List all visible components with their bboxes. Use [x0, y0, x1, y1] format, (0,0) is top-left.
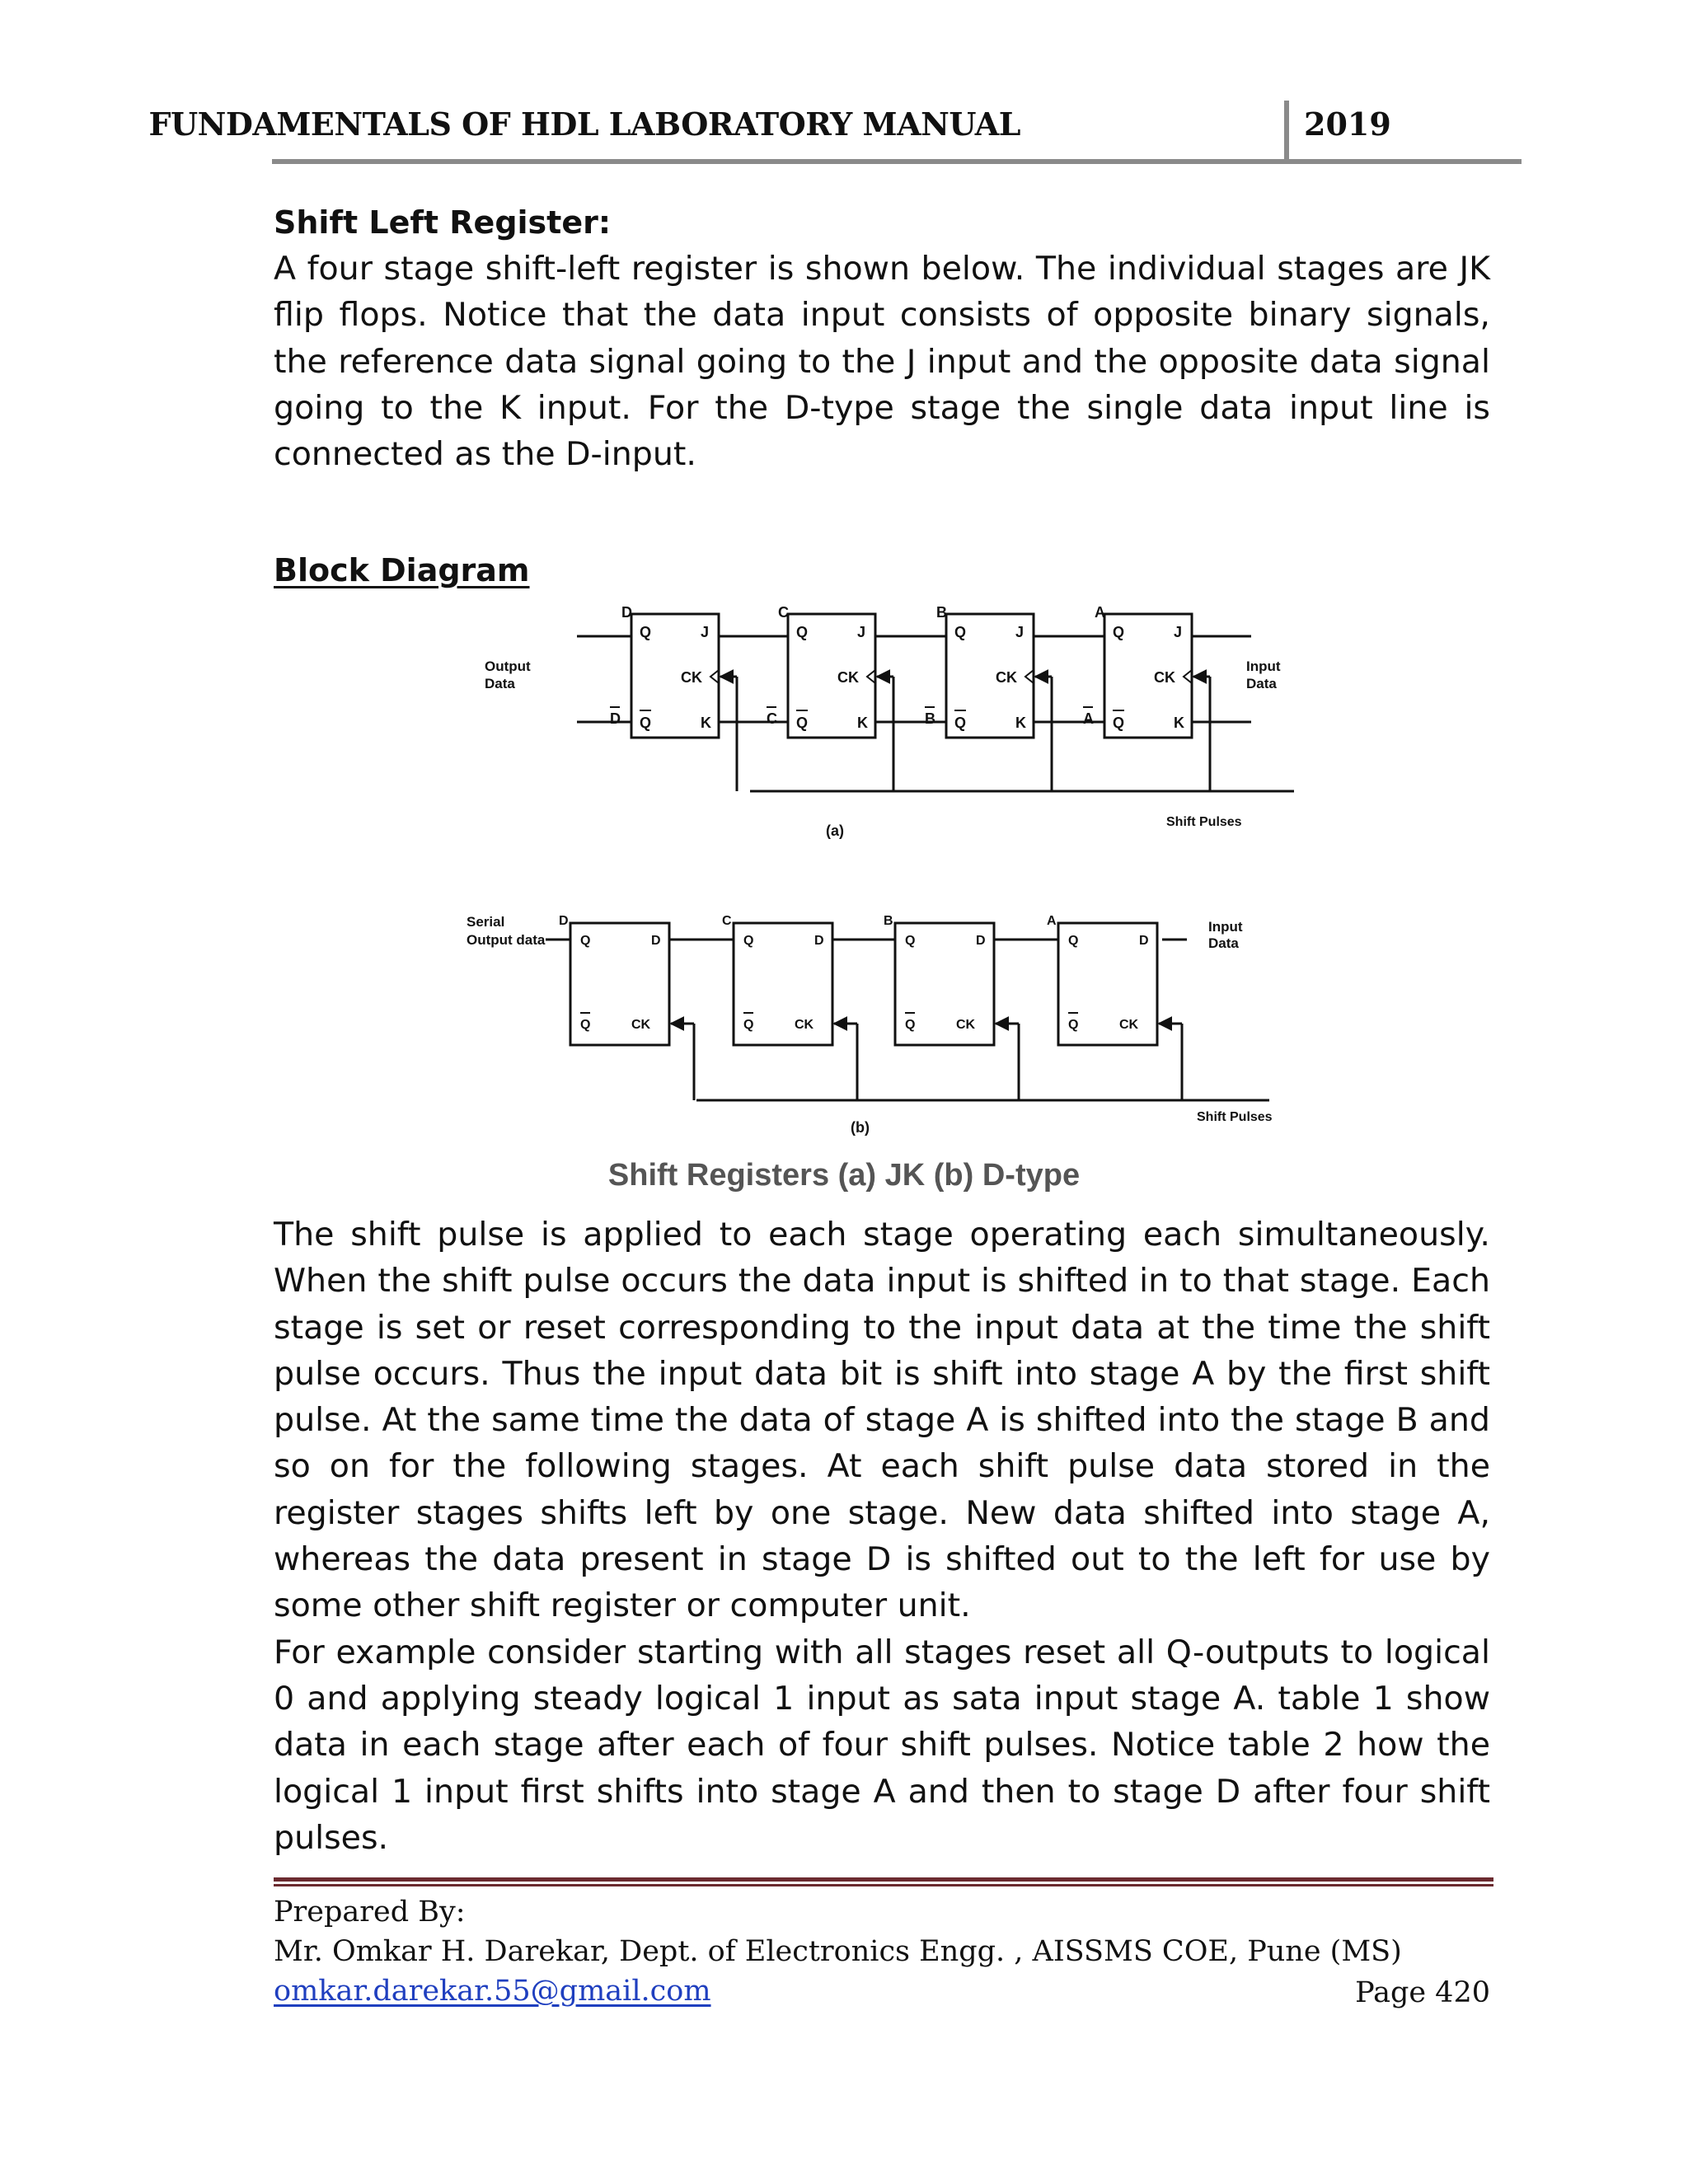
d-pin-qbar: Q: [1068, 1018, 1079, 1032]
d-pin-q: Q: [743, 934, 754, 948]
jk-stage-bar-label: B: [925, 710, 935, 727]
jk-pin-ck: CK: [996, 669, 1017, 686]
d-pin-qbar: Q: [905, 1018, 916, 1032]
jk-stage-bar-label: C: [767, 710, 777, 727]
d-pin-d: D: [814, 934, 824, 948]
d-input-label-1: Input: [1208, 919, 1243, 935]
jk-stage-label: B: [936, 604, 947, 621]
d-pin-q: Q: [1068, 934, 1079, 948]
jk-stage-a: [1083, 604, 1210, 791]
body-paragraph-1: The shift pulse is applied to each stage operating each simultaneously. When the shift pulse occurs the data input is shifted in to that stage. Each stage is set or reset corresponding to the input data at the time the shift pulse occurs. Thus the input data bit is shift into stage A by the first shift pulse. At the same time the data of stage A is shifted into the stage B and so on for the following stages. At each shift pulse data stored in the register stages shifts left by one stage. New data shifted into stage A, whereas the data present in stage D is shifted out to the left for use by some other shift register or computer unit.: [274, 1216, 1490, 1625]
footer-rule: [274, 1877, 1493, 1882]
jk-pin-j: J: [701, 624, 710, 640]
jk-stage-d: [610, 604, 788, 791]
prepared-by-label: Prepared By:: [274, 1896, 466, 1929]
author-line: Mr. Omkar H. Darekar, Dept. of Electronics Engg. , AISSMS COE, Pune (MS): [274, 1935, 1402, 1968]
jk-pin-qbar: Q: [640, 715, 652, 731]
footer-rule-thin: [274, 1884, 1493, 1886]
d-pin-d: D: [651, 934, 661, 948]
diagram-caption: Shift Registers (a) JK (b) D-type: [607, 1158, 1081, 1193]
jk-pin-k: K: [1174, 715, 1184, 731]
jk-pin-qbar: Q: [796, 715, 809, 731]
jk-output-label-2: Data: [485, 676, 515, 691]
d-pin-d: D: [976, 934, 986, 948]
d-output-label-2: Output data: [467, 932, 546, 948]
jk-stage-bar-label: D: [610, 710, 621, 727]
manual-year: 2019: [1304, 105, 1391, 143]
jk-pin-ck: CK: [681, 669, 702, 686]
d-stage-c: [722, 914, 895, 1100]
jk-output-label-1: Output: [485, 658, 531, 674]
d-pin-qbar: Q: [743, 1018, 754, 1032]
d-stage-b: [884, 914, 1058, 1100]
d-input-label-2: Data: [1208, 935, 1239, 951]
jk-stage-c: [767, 604, 946, 791]
d-stage-d: [559, 914, 734, 1100]
header-rule: [272, 159, 1522, 164]
jk-pin-j: J: [1174, 624, 1183, 640]
d-pin-q: Q: [905, 934, 916, 948]
jk-stage-b: [925, 604, 1104, 791]
d-shift-label: Shift Pulses: [1197, 1110, 1273, 1124]
page-header: [148, 105, 1522, 160]
jk-pin-k: K: [701, 715, 711, 731]
jk-input-label-1: Input: [1246, 658, 1281, 674]
diagram-svg: [445, 602, 1311, 1212]
d-stage-label: D: [559, 914, 569, 928]
jk-pin-q: Q: [796, 624, 809, 640]
author-email-link[interactable]: omkar.darekar.55@gmail.com: [274, 1975, 711, 2008]
d-pin-ck: CK: [631, 1018, 651, 1032]
section-title: Shift Left Register:: [274, 204, 612, 241]
d-output-label-1: Serial: [467, 914, 505, 930]
jk-pin-qbar: Q: [954, 715, 967, 731]
jk-pin-q: Q: [954, 624, 967, 640]
d-pin-ck: CK: [1119, 1018, 1139, 1032]
d-part-label: (b): [851, 1119, 870, 1136]
jk-pin-ck: CK: [1154, 669, 1175, 686]
jk-part-label: (a): [826, 823, 844, 839]
shift-register-diagram: [445, 602, 1311, 1212]
d-pin-q: Q: [580, 934, 591, 948]
jk-stage-label: C: [778, 604, 789, 621]
block-diagram-title: Block Diagram: [274, 552, 530, 588]
manual-title: FUNDAMENTALS OF HDL LABORATORY MANUAL: [148, 105, 1020, 143]
body-paragraph-2: For example consider starting with all stages reset all Q-outputs to logical 0 and applying steady logical 1 input as sata input stage A. table 1 show data in each stage after each of four shift pulses. Notice table 2 how the logical 1 input first shifts into stage A and then to stage D after four shift pulses.: [274, 1633, 1490, 1857]
d-stage-label: C: [722, 914, 732, 928]
d-stage-label: A: [1047, 914, 1057, 928]
d-stage-label: B: [884, 914, 893, 928]
d-pin-qbar: Q: [580, 1018, 591, 1032]
jk-pin-j: J: [857, 624, 866, 640]
jk-pin-qbar: Q: [1113, 715, 1125, 731]
jk-stage-label: A: [1095, 604, 1105, 621]
jk-pin-q: Q: [1113, 624, 1125, 640]
d-pin-ck: CK: [956, 1018, 976, 1032]
body-paragraphs: [274, 1212, 1490, 1861]
jk-stage-bar-label: A: [1083, 710, 1094, 727]
jk-pin-q: Q: [640, 624, 652, 640]
jk-pin-j: J: [1015, 624, 1025, 640]
page-number: Page 420: [1355, 1976, 1490, 2009]
header-separator: [1284, 101, 1289, 163]
jk-stage-label: D: [621, 604, 632, 621]
d-pin-d: D: [1139, 934, 1149, 948]
jk-pin-k: K: [1015, 715, 1026, 731]
d-pin-ck: CK: [795, 1018, 814, 1032]
jk-shift-label: Shift Pulses: [1166, 815, 1242, 829]
jk-pin-k: K: [857, 715, 868, 731]
d-stage-a: [1047, 914, 1182, 1100]
jk-input-label-2: Data: [1246, 676, 1277, 691]
intro-paragraph: A four stage shift-left register is shown below. The individual stages are JK flip flops. Notice that the data input consists of opposite binary signals, the reference data signal going to the J input and the opposite data signal going to the K input. For the D-type stage the single data input line is connected as the D-input.: [274, 250, 1490, 474]
jk-pin-ck: CK: [837, 669, 859, 686]
